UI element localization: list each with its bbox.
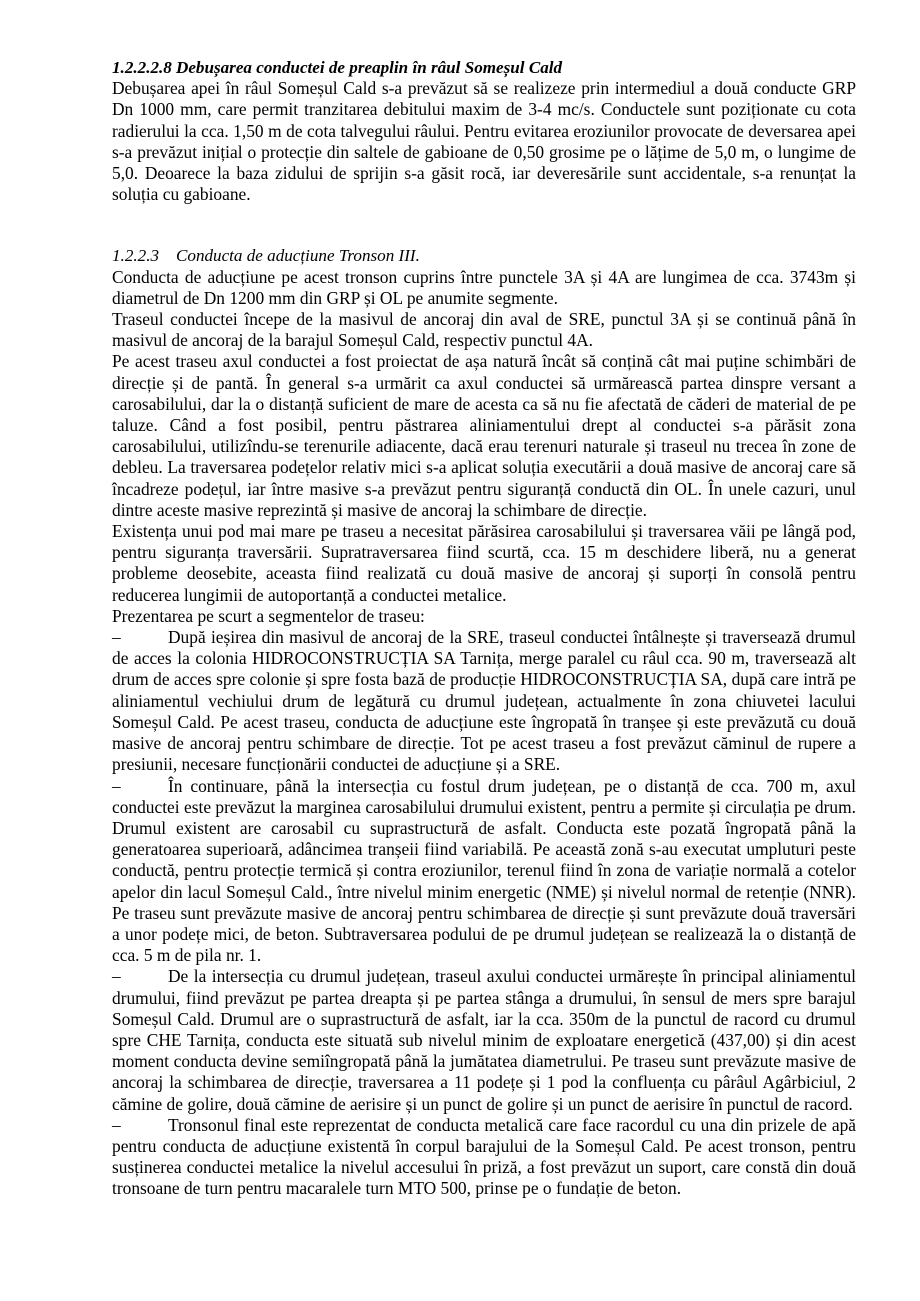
section-heading-1-title: Debușarea conductei de preaplin în râul Someșul Cald <box>176 58 563 77</box>
document-content <box>112 57 856 1200</box>
dash-bullet-marker: – <box>112 775 121 796</box>
section-2-paragraph-4: Existența unui pod mai mare pe traseu a necesitat părăsirea carosabilului și traversarea văii pe lângă pod, pentru siguranța traversării. Supratraversarea fiind scurtă, cca. 15 m deschidere liberă, nu a generat probleme deosebite, aceasta fiind realizată cu două masive de ancoraj și suporți în consolă pentru reducerea lungimii de autoportanță a conductei metalice. <box>112 521 856 605</box>
list-item <box>112 776 856 967</box>
section-heading-1 <box>112 57 856 78</box>
section-2-paragraph-1: Conducta de aducțiune pe acest tronson cuprins între punctele 3A și 4A are lungimea de cca. 3743m și diametrul de Dn 1200 mm din GRP și OL pe anumite segmente. <box>112 266 856 308</box>
list-item-text: În continuare, până la intersecția cu fostul drum județean, pe o distanță de cca. 700 m, axul conductei este prevăzut la marginea carosabilului drumului existent, pentru a permite și circulația pe drum. Drumul existent are carosabil cu suprastructură de asfalt. Conducta este pozată îngropată până la generatoarea superioară, adâncimea tranșeii fiind variabilă. Pe această zonă s-au executat umpluturi peste conductă, pentru protecție termică și contra eroziunilor, terenul fiind în zona de variație normală a cotelor apelor din lacul Someșul Cald., între nivelul minim energetic (NME) și nivelul normal de retenție (NNR). Pe traseu sunt prevăzute masive de ancoraj pentru schimbarea de direcție și sunt prevăzute două traversări a unor podețe mici, de beton. Subtraversarea podului de pe drumul județean se realizează la o distanță de cca. 5 m de pila nr. 1. <box>112 775 856 966</box>
list-item <box>112 966 856 1114</box>
list-item-text: De la intersecția cu drumul județean, traseul axului conductei urmărește în principal aliniamentul drumului, fiind prevăzut pe partea dreapta și pe partea stânga a drumului, în sensul de mers spre barajul Someșul Cald. Drumul are o suprastructură de asfalt, iar la cca. 350m de la punctul de racord cu drumul spre CHE Tarnița, conducta este situată sub nivelul minim de exploatare energetică (437,00) și din acest moment conducta devine semiîngropată până la jumătatea diametrului. Pe traseu sunt prevăzute masive de ancoraj la schimbarea de direcție, traversarea a 11 podețe și 1 pod la confluența cu pârâul Agârbiciul, 2 cămine de golire, două cămine de aerisire și un punct de golire și un punct de aerisire în punctul de racord. <box>112 966 856 1114</box>
dash-bullet-marker: – <box>112 627 121 648</box>
dash-bullet-marker: – <box>112 966 121 987</box>
section-2-paragraph-3: Pe acest traseu axul conductei a fost proiectat de așa natură încât să conțină cât mai puține schimbări de direcție și de pantă. În general s-a urmărit ca axul conductei să urmărească partea dinspre versant a carosabilului, dar la o distanță suficient de mare de acesta ca să nu fie afectată de căderi de material de pe taluze. Când a fost posibil, pentru păstrarea aliniamentului drept al conductei s-a părăsit zona carosabilului, utilizîndu-se terenurile adiacente, dacă erau terenuri naturale și traseul nu trecea în zone de debleu. La traversarea podețelor relativ mici s-a aplicat soluția executării a două masive de ancoraj care să încadreze podețul, iar între masive s-a prevăzut pentru siguranță conductă din OL. În unele cazuri, unul dintre aceste masive reprezintă și masive de ancoraj la schimbare de direcție. <box>112 351 856 520</box>
section-spacer <box>112 205 856 245</box>
list-item <box>112 627 856 775</box>
section-heading-2-title: Conducta de aducțiune Tronson III. <box>176 246 420 266</box>
section-1-paragraph-1: Debușarea apei în râul Someșul Cald s-a prevăzut să se realizeze prin intermediul a două conducte GRP Dn 1000 mm, care permit tranzitarea debitului maxim de 3-4 mc/s. Conductele sunt poziționate cu cota radierului la cca. 1,50 m de cota talvegului râului. Pentru evitarea eroziunilor provocate de deversarea apei s-a prevăzut inițial o protecție din saltele de gabioane de 0,50 grosime pe o lățime de 5,0 m, o lungime de 5,0. Deoarece la baza zidului de sprijin s-a găsit rocă, iar deveresările sunt accidentale, s-a renunțat la soluția cu gabioane. <box>112 78 856 205</box>
section-2-paragraph-2: Traseul conductei începe de la masivul de ancoraj din aval de SRE, punctul 3A și se continuă până în masivul de ancoraj de la barajul Someșul Cald, respectiv punctul 4A. <box>112 309 856 351</box>
list-item-text: Tronsonul final este reprezentat de conducta metalică care face racordul cu una din prizele de apă pentru conducta de aducțiune existentă în corpul barajului de la Someșul Cald. Pe acest tronson, pentru susținerea conductei metalice la nivelul accesului în priză, a fost prevăzut un suport, care constă din două tronsoane de turn pentru macaralele turn MTO 500, prinse pe o fundație de beton. <box>112 1114 856 1199</box>
section-2-paragraph-5: Prezentarea pe scurt a segmentelor de traseu: <box>112 605 425 626</box>
section-heading-1-number: 1.2.2.2.8 <box>112 58 172 77</box>
list-item-text: După ieșirea din masivul de ancoraj de la SRE, traseul conductei întâlnește și traversează drumul de acces la colonia HIDROCONSTRUCȚIA SA Tarnița, merge paralel cu râul cca. 90 m, traversează alt drum de acces spre colonie și spre fosta bază de producție HIDROCONSTRUCȚIA SA, după care intră pe aliniamentul vechiului drum de legătură cu drumul județean, actualmente în zona chiuvetei lacului Someșul Cald. Pe acest traseu, conducta de aducțiune este îngropată în tranșee și este prevăzută cu două masive de ancoraj pentru schimbare de direcție. Tot pe acest traseu a fost prevăzut căminul de rupere a presiunii, necesare funcționării conductei de aducțiune și a SRE. <box>112 627 856 775</box>
section-heading-2-number: 1.2.2.3 <box>112 246 160 266</box>
list-item <box>112 1115 856 1200</box>
section-heading-2 <box>112 245 856 266</box>
dash-bullet-marker: – <box>112 1114 121 1135</box>
